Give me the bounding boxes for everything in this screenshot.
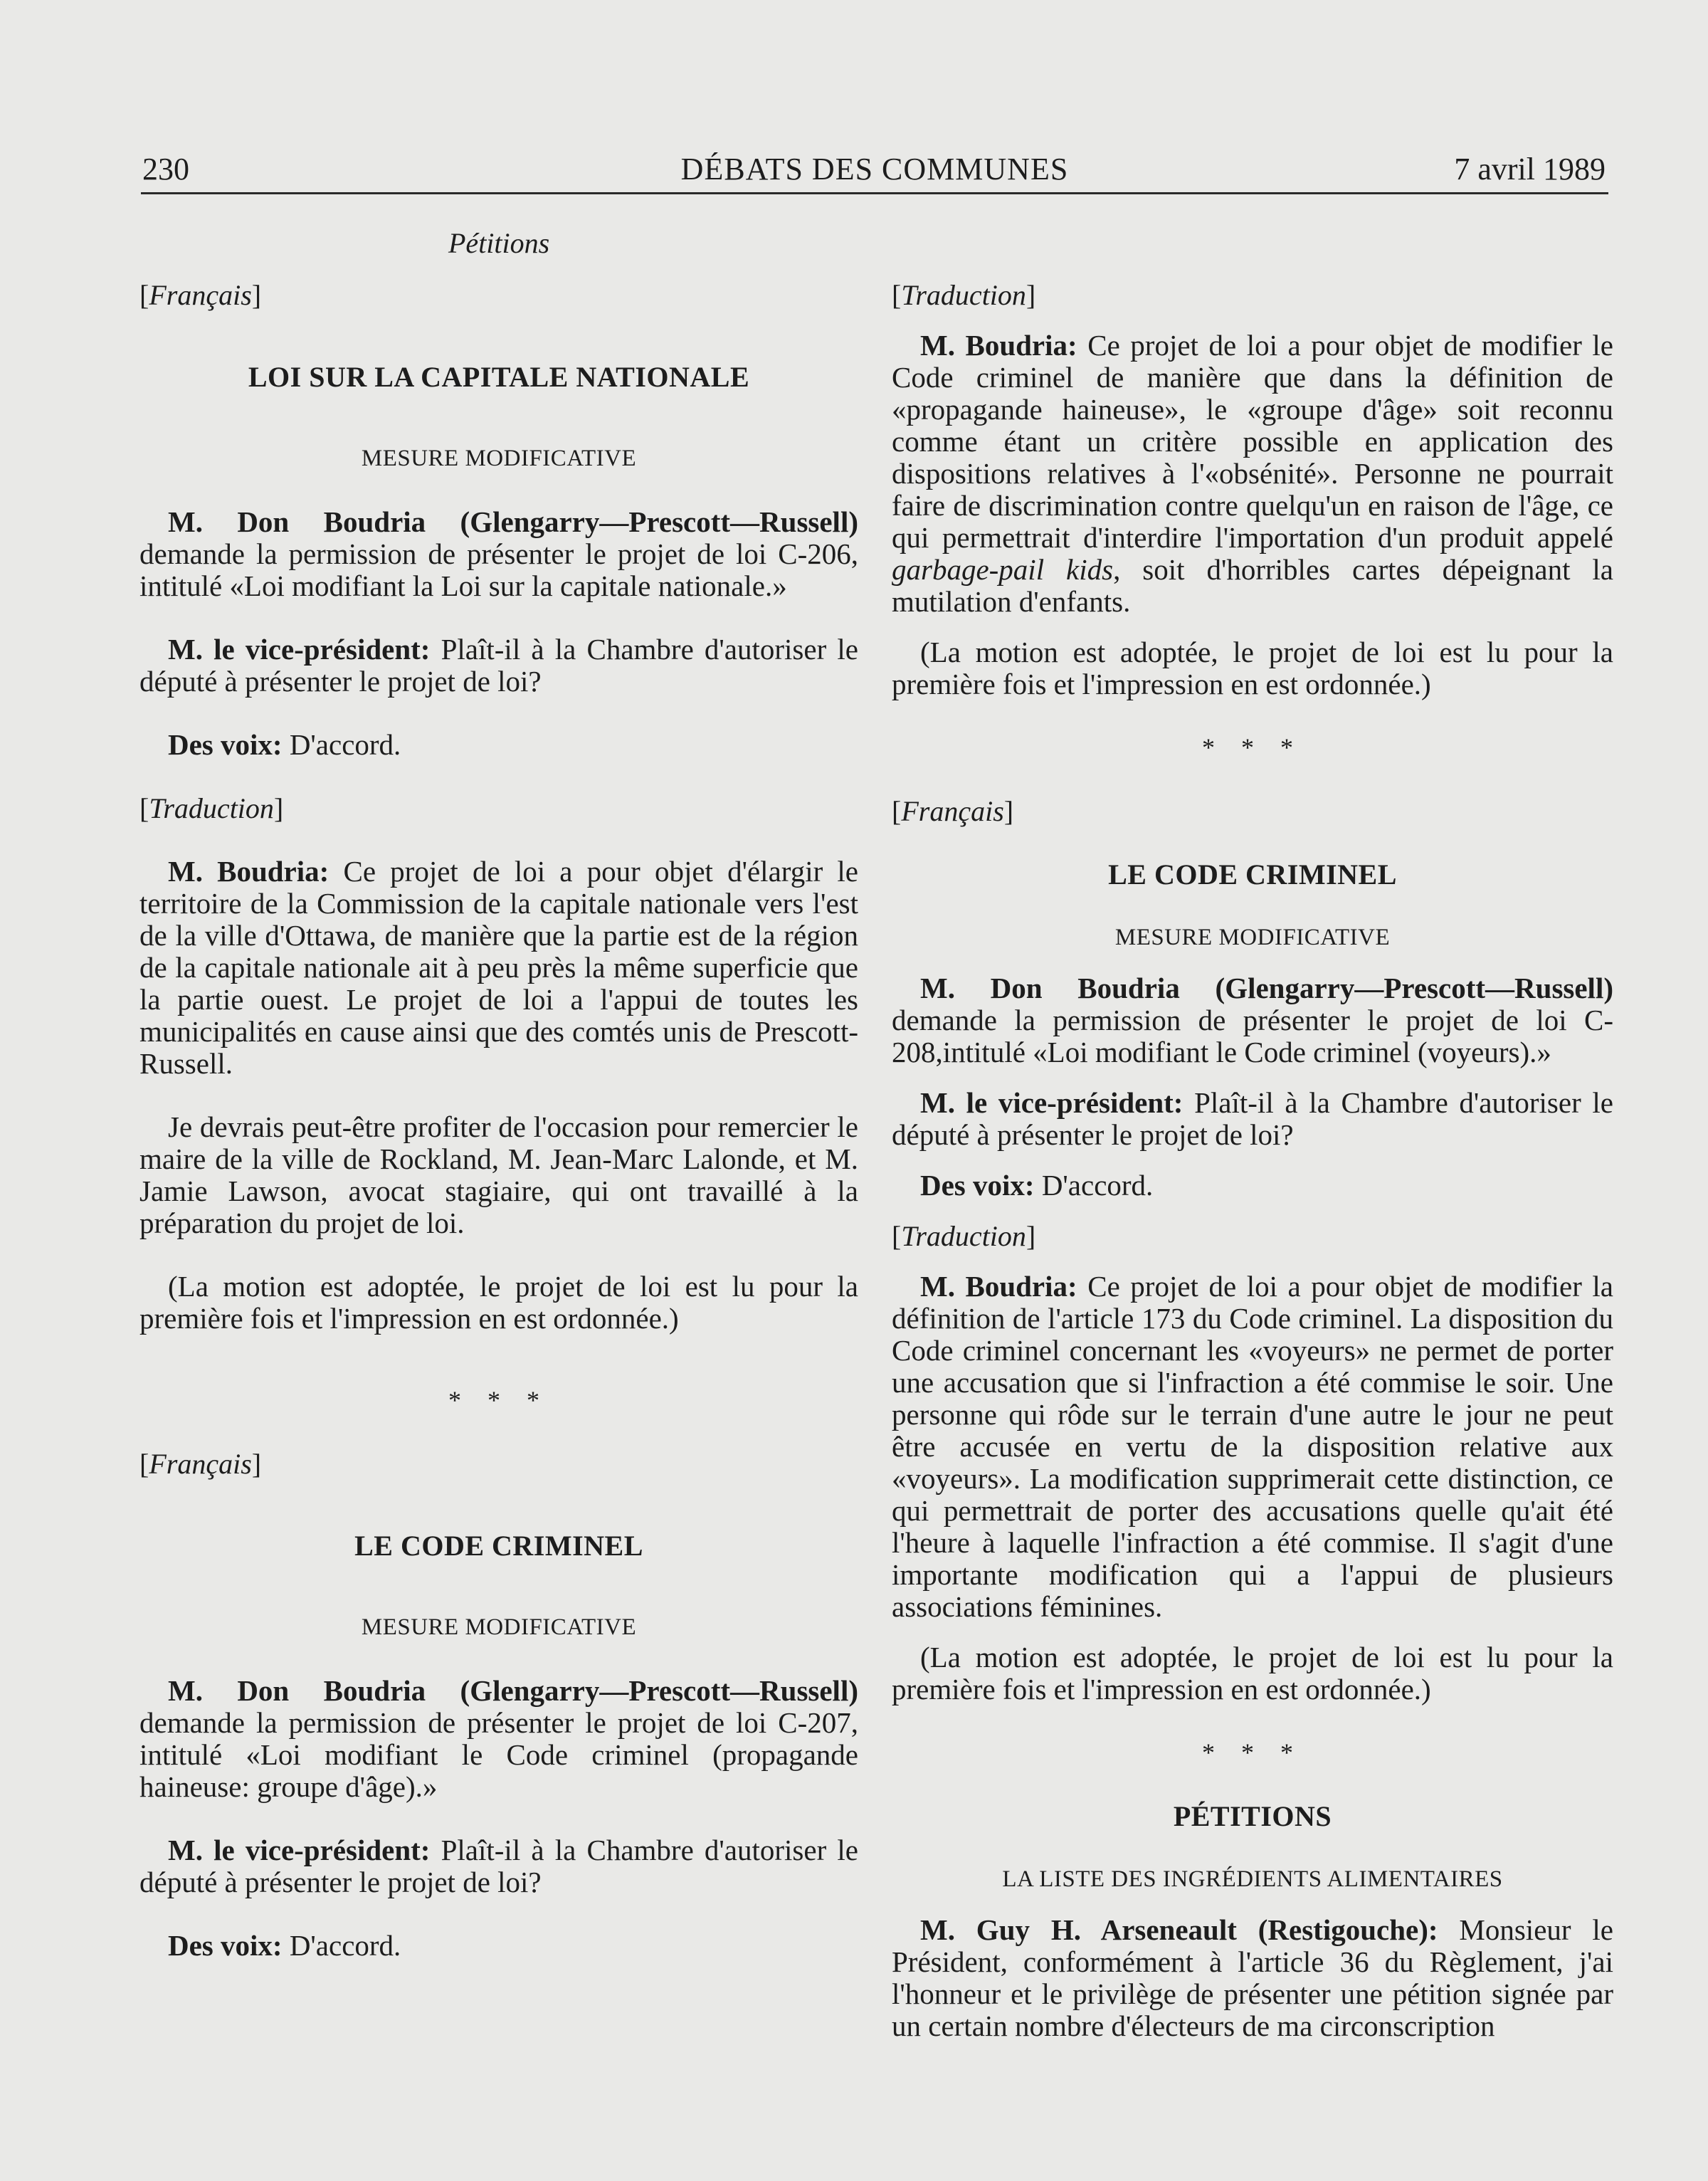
paragraph: Des voix: D'accord. — [920, 1169, 1154, 1202]
speaker-name: M. Don Boudria (Glengarry—Prescott—Russell) — [168, 505, 858, 538]
page-header — [141, 148, 1608, 194]
language-marker: [Français] — [139, 279, 262, 311]
publication-date: 7 avril 1989 — [1454, 152, 1606, 186]
section-separator: * * * — [448, 1386, 549, 1414]
language-marker: [Traduction] — [139, 792, 284, 824]
speaker-name: Des voix: — [168, 1929, 283, 1962]
section-runner: Pétitions — [448, 227, 550, 259]
page-number: 230 — [142, 152, 189, 186]
left-column — [139, 279, 858, 1962]
paragraph: M. le vice-président: Plaît-il à la Chambre d'autoriser le député à présenter le projet de loi? — [139, 1834, 858, 1898]
paragraph: M. Guy H. Arseneault (Restigouche): Monsieur le Président, conformément à l'article 36 du Règlement, j'ai l'honneur et le privilège de présenter une pétition signée par un certain nombre d'électeurs de ma circonscription — [892, 1913, 1613, 2042]
sub-heading: LA LISTE DES INGRÉDIENTS ALIMENTAIRES — [1002, 1866, 1503, 1892]
language-marker: [Français] — [892, 795, 1014, 827]
section-heading: LE CODE CRIMINEL — [1108, 858, 1397, 890]
paragraph: M. le vice-président: Plaît-il à la Chambre d'autoriser le député à présenter le projet de loi? — [892, 1086, 1613, 1151]
paragraph: M. le vice-président: Plaît-il à la Chambre d'autoriser le député à présenter le projet de loi? — [139, 633, 858, 698]
language-marker: [Traduction] — [892, 1220, 1036, 1252]
speaker-name: M. Boudria: — [920, 1270, 1077, 1303]
paragraph: Je devrais peut-être profiter de l'occasion pour remercier le maire de la ville de Rockland, M. Jean-Marc Lalonde, et M. Jamie Lawson, avocat stagiaire, qui ont travaillé à la préparation du projet de loi. — [139, 1110, 858, 1239]
paragraph: M. Don Boudria (Glengarry—Prescott—Russell) demande la permission de présenter le projet de loi C-207, intitulé «Loi modifiant le Code criminel (propagande haineuse: groupe d'âge).» — [139, 1674, 858, 1803]
speaker-name: M. le vice-président: — [168, 633, 431, 666]
sub-heading: MESURE MODIFICATIVE — [361, 446, 637, 471]
section-heading: LOI SUR LA CAPITALE NATIONALE — [248, 361, 750, 393]
right-column — [892, 279, 1613, 2042]
paragraph: Des voix: D'accord. — [168, 1929, 401, 1962]
section-separator: * * * — [1202, 1738, 1303, 1767]
sub-heading: MESURE MODIFICATIVE — [1114, 925, 1391, 950]
section-heading: PÉTITIONS — [1173, 1800, 1332, 1832]
speaker-name: M. le vice-président: — [168, 1834, 431, 1866]
speaker-name: M. Guy H. Arseneault (Restigouche): — [920, 1913, 1438, 1946]
speaker-name: Des voix: — [168, 728, 283, 761]
speaker-name: M. le vice-président: — [920, 1086, 1184, 1119]
speaker-name: M. Don Boudria (Glengarry—Prescott—Russell) — [920, 972, 1613, 1004]
paragraph: Des voix: D'accord. — [168, 728, 401, 761]
speaker-name: M. Boudria: — [920, 329, 1077, 362]
publication-title: DÉBATS DES COMMUNES — [680, 152, 1069, 186]
speaker-name: M. Boudria: — [168, 855, 330, 888]
sub-heading: MESURE MODIFICATIVE — [361, 1614, 637, 1640]
speaker-name: Des voix: — [920, 1169, 1035, 1202]
paragraph: M. Boudria: Ce projet de loi a pour objet de modifier la définition de l'article 173 du Code criminel. La disposition du Code criminel concernant les «voyeurs» ne permet de porter une accusation que si l'infraction a été commise le soir. Une personne qui rôde sur le terrain d'une autre le jour ne peut être accusée en vertu de la disposition relative aux «voyeurs». La modification supprimerait cette distinction, ce qui permettrait de porter des accusations quelle qu'ait été l'heure à laquelle l'infraction a été commise. Il s'agit d'une importante modification qui a l'appui de plusieurs associations féminines. — [892, 1270, 1613, 1623]
paragraph: (La motion est adoptée, le projet de loi est lu pour la première fois et l'impression en est ordonnée.) — [139, 1270, 858, 1335]
section-separator: * * * — [1202, 733, 1303, 762]
paragraph: M. Don Boudria (Glengarry—Prescott—Russell) demande la permission de présenter le projet de loi C-208,intitulé «Loi modifiant le Code criminel (voyeurs).» — [892, 972, 1613, 1068]
paragraph: (La motion est adoptée, le projet de loi est lu pour la première fois et l'impression en est ordonnée.) — [892, 1641, 1613, 1706]
paragraph: M. Don Boudria (Glengarry—Prescott—Russell) demande la permission de présenter le projet de loi C-206, intitulé «Loi modifiant la Loi sur la capitale nationale.» — [139, 505, 858, 602]
section-heading: LE CODE CRIMINEL — [354, 1530, 643, 1562]
language-marker: [Traduction] — [892, 279, 1036, 311]
language-marker: [Français] — [139, 1448, 262, 1480]
paragraph: M. Boudria: Ce projet de loi a pour objet de modifier le Code criminel de manière que dans la définition de «propagande haineuse», le «groupe d'âge» soit reconnu comme étant un critère possible en application des dispositions relatives à l'«obsénité». Personne ne pourrait faire de discrimination contre quelqu'un en raison de l'âge, ce qui permettrait d'interdire l'importation d'un produit appelé garbage-pail kids, soit d'horribles cartes dépeignant la mutilation d'enfants. — [892, 329, 1613, 618]
speaker-name: M. Don Boudria (Glengarry—Prescott—Russell) — [168, 1674, 858, 1707]
paragraph: M. Boudria: Ce projet de loi a pour objet d'élargir le territoire de la Commission de la capitale nationale vers l'est de la ville d'Ottawa, de manière que la partie est de la région de la capitale nationale ait à peu près la même superficie que la partie ouest. Le projet de loi a l'appui de toutes les municipalités en cause ainsi que des comtés unis de Prescott-Russell. — [139, 855, 858, 1080]
product-name: garbage-pail kids — [892, 553, 1114, 586]
paragraph: (La motion est adoptée, le projet de loi est lu pour la première fois et l'impression en est ordonnée.) — [892, 636, 1613, 700]
